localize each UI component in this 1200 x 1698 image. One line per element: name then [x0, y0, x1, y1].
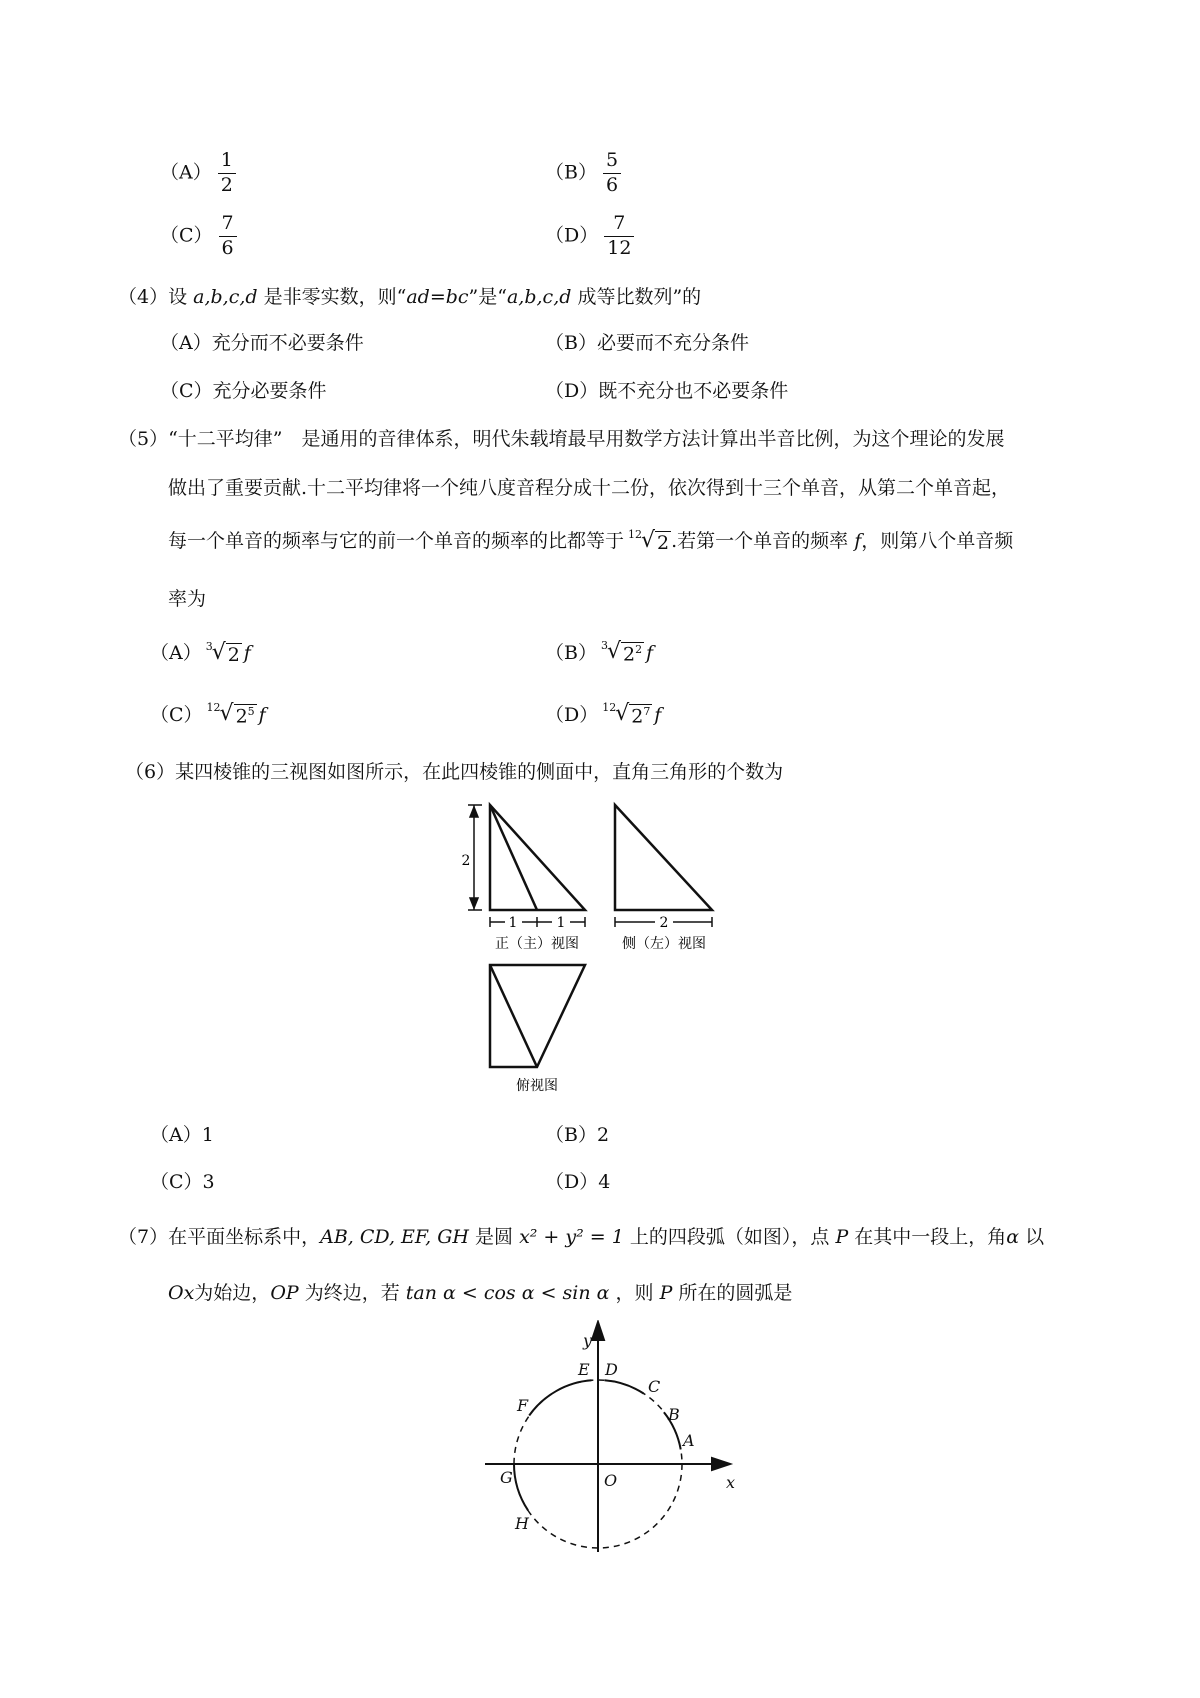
stem-text: 设	[168, 286, 194, 308]
label-f: F	[517, 1396, 529, 1415]
base: 2	[631, 705, 644, 728]
numerator: 1	[220, 149, 233, 171]
label-a: A	[683, 1431, 695, 1450]
q5-option-b	[545, 638, 653, 667]
math-arcs: AB, CD, EF, GH	[320, 1226, 469, 1248]
q6-option-d: （D）4	[545, 1171, 611, 1193]
label-e: E	[578, 1360, 590, 1379]
root-index: 12	[602, 701, 617, 715]
math-var: α	[1006, 1226, 1020, 1248]
root-index: 3	[600, 639, 608, 653]
math-var: f	[243, 642, 251, 664]
q6-option-b: （B）2	[545, 1124, 610, 1146]
root-index: 12	[206, 701, 221, 715]
q4-option-b: （B）必要而不充分条件	[545, 332, 749, 354]
stem-text: “十二平均律” 是通用的音律体系，明代朱载堉最早用数学方法计算出半音比例，为这个理论的发展	[168, 428, 1005, 450]
circle-equation: x² + y² = 1	[519, 1226, 624, 1248]
top-caption: 俯视图	[516, 1078, 558, 1094]
option-label: （B）	[545, 161, 597, 184]
stem-text: 在平面坐标系中，	[168, 1226, 321, 1248]
q5-line-4: 率为	[168, 588, 207, 610]
radicand	[629, 704, 652, 728]
stem-text: ”是“	[468, 286, 507, 308]
side-caption: 侧（左）视图	[622, 936, 706, 952]
radical: 12 √ $2^7$	[602, 701, 651, 728]
math-var: P	[835, 1226, 849, 1248]
stem-text: 为终边，若	[298, 1282, 406, 1304]
math-var: f	[646, 642, 654, 664]
q6-stem: （6）某四棱锥的三视图如图所示，在此四棱锥的侧面中，直角三角形的个数为	[125, 761, 784, 783]
math-var: f	[654, 704, 662, 726]
label-y: y	[583, 1331, 593, 1350]
q5-option-d	[545, 700, 661, 729]
q7-line-1	[118, 1222, 1044, 1249]
math-var: Ox	[168, 1282, 195, 1304]
radicand	[234, 704, 257, 728]
q6-option-a: （A）1	[150, 1124, 214, 1146]
height-label: 2	[461, 853, 471, 869]
numerator: 5	[605, 149, 619, 171]
option-label: （C）	[150, 704, 203, 726]
exponent: 5	[247, 705, 255, 719]
fraction	[603, 150, 621, 197]
denominator: 2	[220, 173, 233, 196]
exponent: 7	[643, 705, 651, 719]
stem-text: 上的四段弧（如图），点	[623, 1226, 836, 1248]
front-caption: 正（主）视图	[495, 936, 579, 952]
math-vars: a,b,c,d	[506, 286, 572, 308]
q4-stem	[118, 282, 701, 309]
q3-option-d	[545, 213, 634, 260]
option-label: （A）	[160, 161, 212, 184]
q5-option-a	[150, 638, 251, 666]
fraction	[604, 213, 634, 260]
radical: 3 √ $2^2$	[600, 639, 643, 666]
stem-text: 是非零实数，则“	[257, 286, 407, 308]
stem-text: 每一个单音的频率与它的前一个单音的频率的比都等于	[168, 530, 625, 552]
root-index: 12	[628, 527, 643, 541]
radical: 12 √ $2^5$	[206, 701, 255, 728]
front-dim-1: 1	[508, 915, 518, 931]
math-var: f	[258, 704, 266, 726]
arc-ef	[529, 1380, 591, 1415]
inequality: tan α < cos α < sin α	[405, 1282, 610, 1304]
front-dim-2: 1	[556, 915, 566, 931]
root-index: 3	[205, 639, 213, 653]
option-label: （A）	[150, 642, 202, 664]
base: 2	[623, 643, 636, 666]
exponent: 2	[635, 643, 643, 657]
label-o: O	[604, 1471, 618, 1490]
q7-line-2	[168, 1278, 792, 1305]
front-width-dimension	[490, 917, 585, 927]
label-x: x	[726, 1473, 736, 1492]
stem-text: 在其中一段上，角	[848, 1226, 1007, 1248]
option-label: （C）	[160, 224, 213, 247]
q4-option-d: （D）既不充分也不必要条件	[545, 380, 789, 402]
unit-circle-figure	[470, 1320, 740, 1560]
front-view	[490, 805, 585, 910]
label-c: C	[648, 1377, 661, 1396]
math-var: f	[854, 530, 862, 552]
label-h: H	[515, 1514, 529, 1533]
q5-line-1	[118, 424, 1005, 451]
math-eq: ad=bc	[406, 286, 469, 308]
base: 2	[227, 643, 240, 666]
option-label: （B）	[545, 642, 597, 664]
radical: 12 √ 2	[628, 527, 670, 554]
fraction	[218, 150, 236, 197]
q3-option-b	[545, 150, 621, 197]
denominator: 6	[221, 236, 234, 259]
math-vars: a,b,c,d	[193, 286, 258, 308]
y-axis	[592, 1322, 604, 1552]
stem-text: ，则	[609, 1282, 660, 1304]
q5-option-c	[150, 700, 266, 729]
label-g: G	[500, 1468, 513, 1487]
stem-text: 所在的圆弧是	[672, 1282, 793, 1304]
denominator: 6	[605, 173, 619, 196]
option-label: （D）	[545, 704, 599, 726]
stem-text: .若第一个单音的频率	[671, 530, 855, 552]
arc-cd	[605, 1380, 644, 1393]
question-number: （4）	[118, 286, 169, 308]
three-view-figure	[430, 795, 740, 1095]
radical: 3 √ 2	[205, 639, 240, 666]
q3-option-c	[160, 213, 237, 260]
radicand: 2	[657, 531, 670, 554]
q4-option-a: （A）充分而不必要条件	[160, 332, 364, 354]
numerator: 7	[613, 212, 626, 234]
stem-text: 成等比数列”的	[571, 286, 702, 308]
top-view	[490, 965, 585, 1067]
question-number: （5）	[118, 428, 169, 450]
stem-text: 是圆	[468, 1226, 520, 1248]
question-number: （7）	[118, 1226, 169, 1248]
fraction	[219, 213, 237, 260]
label-d: D	[605, 1360, 618, 1379]
stem-text: ，则第八个单音频	[861, 530, 1014, 552]
stem-text: 为始边，	[194, 1282, 271, 1304]
math-var: OP	[270, 1282, 299, 1304]
q3-option-a	[160, 150, 236, 197]
q4-option-c: （C）充分必要条件	[160, 380, 327, 402]
arc-gh	[514, 1464, 528, 1510]
numerator: 7	[221, 212, 234, 234]
q6-option-c: （C）3	[150, 1171, 215, 1193]
base: 2	[235, 705, 248, 728]
radicand	[226, 643, 242, 667]
side-view	[615, 805, 712, 910]
q5-line-2: 做出了重要贡献.十二平均律将一个纯八度音程分成十二份，依次得到十三个单音，从第二个单音起，	[168, 477, 1011, 499]
q5-line-3	[168, 526, 1013, 554]
label-b: B	[668, 1405, 680, 1424]
x-axis	[485, 1458, 730, 1470]
stem-text: 以	[1019, 1226, 1045, 1248]
math-var: P	[659, 1282, 673, 1304]
side-dim: 2	[659, 915, 669, 931]
option-label: （D）	[545, 224, 599, 247]
radicand	[621, 642, 644, 666]
denominator: 12	[607, 236, 632, 259]
